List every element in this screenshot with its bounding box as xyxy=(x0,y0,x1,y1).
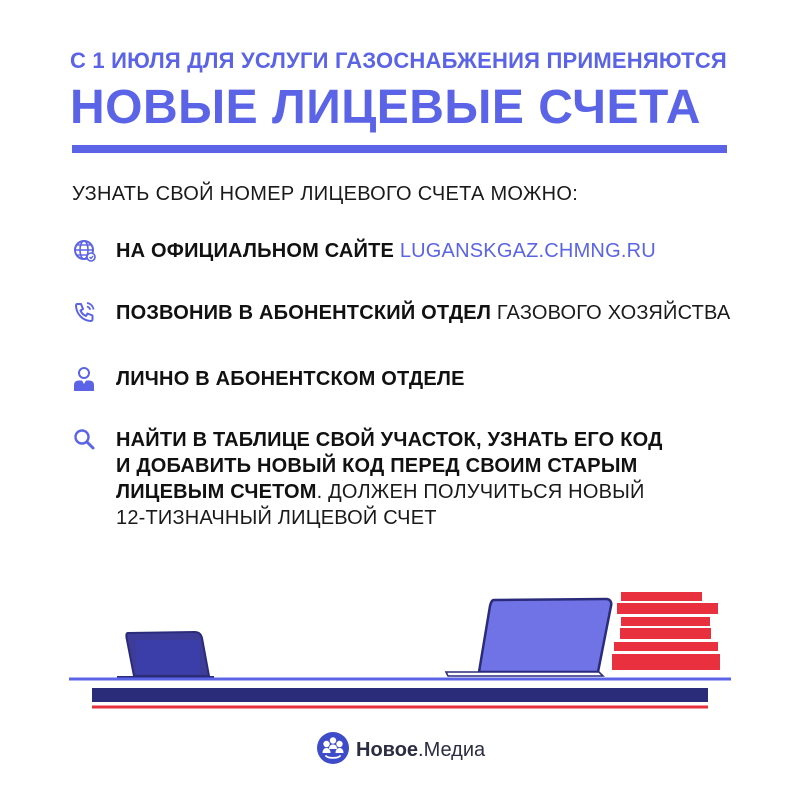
tablet-illustration xyxy=(117,632,214,677)
item-label: НА ОФИЦИАЛЬНОМ САЙТЕ xyxy=(116,240,395,262)
item-line-1: НАЙТИ В ТАБЛИЦЕ СВОЙ УЧАСТОК, УЗНАТЬ ЕГО КОД xyxy=(116,429,663,451)
item-line-3-rest: . ДОЛЖЕН ПОЛУЧИТЬСЯ НОВЫЙ xyxy=(316,481,645,503)
desk-board xyxy=(92,688,708,702)
website-link[interactable]: LUGANSKGAZ.CHMNG.RU xyxy=(399,240,656,262)
brand-logo-icon xyxy=(316,731,350,770)
brand-logo xyxy=(316,733,485,767)
subtitle: С 1 ИЮЛЯ ДЛЯ УСЛУГИ ГАЗОСНАБЖЕНИЯ ПРИМЕНЯЮТСЯ xyxy=(70,48,727,73)
item-line-2: И ДОБАВИТЬ НОВЫЙ КОД ПЕРЕД СВОИМ СТАРЫМ xyxy=(116,455,638,477)
item-line-3-bold: ЛИЦЕВЫМ СЧЕТОМ xyxy=(116,481,317,503)
brand-name: Новое.Медиа xyxy=(356,738,486,761)
page-title: НОВЫЕ ЛИЦЕВЫЕ СЧЕТА xyxy=(70,81,701,134)
item-label: ЛИЧНО В АБОНЕНТСКОМ ОТДЕЛЕ xyxy=(116,368,465,390)
item-rest: ГАЗОВОГО ХОЗЯЙСТВА xyxy=(496,302,731,324)
laptop-illustration xyxy=(446,599,611,676)
books-illustration xyxy=(612,592,720,670)
item-label: ПОЗВОНИВ В АБОНЕНТСКИЙ ОТДЕЛ xyxy=(116,302,492,324)
intro-text: УЗНАТЬ СВОЙ НОМЕР ЛИЦЕВОГО СЧЕТА МОЖНО: xyxy=(72,183,579,205)
item-line-4: 12-ТИЗНАЧНЫЙ ЛИЦЕВОЙ СЧЕТ xyxy=(116,507,437,529)
